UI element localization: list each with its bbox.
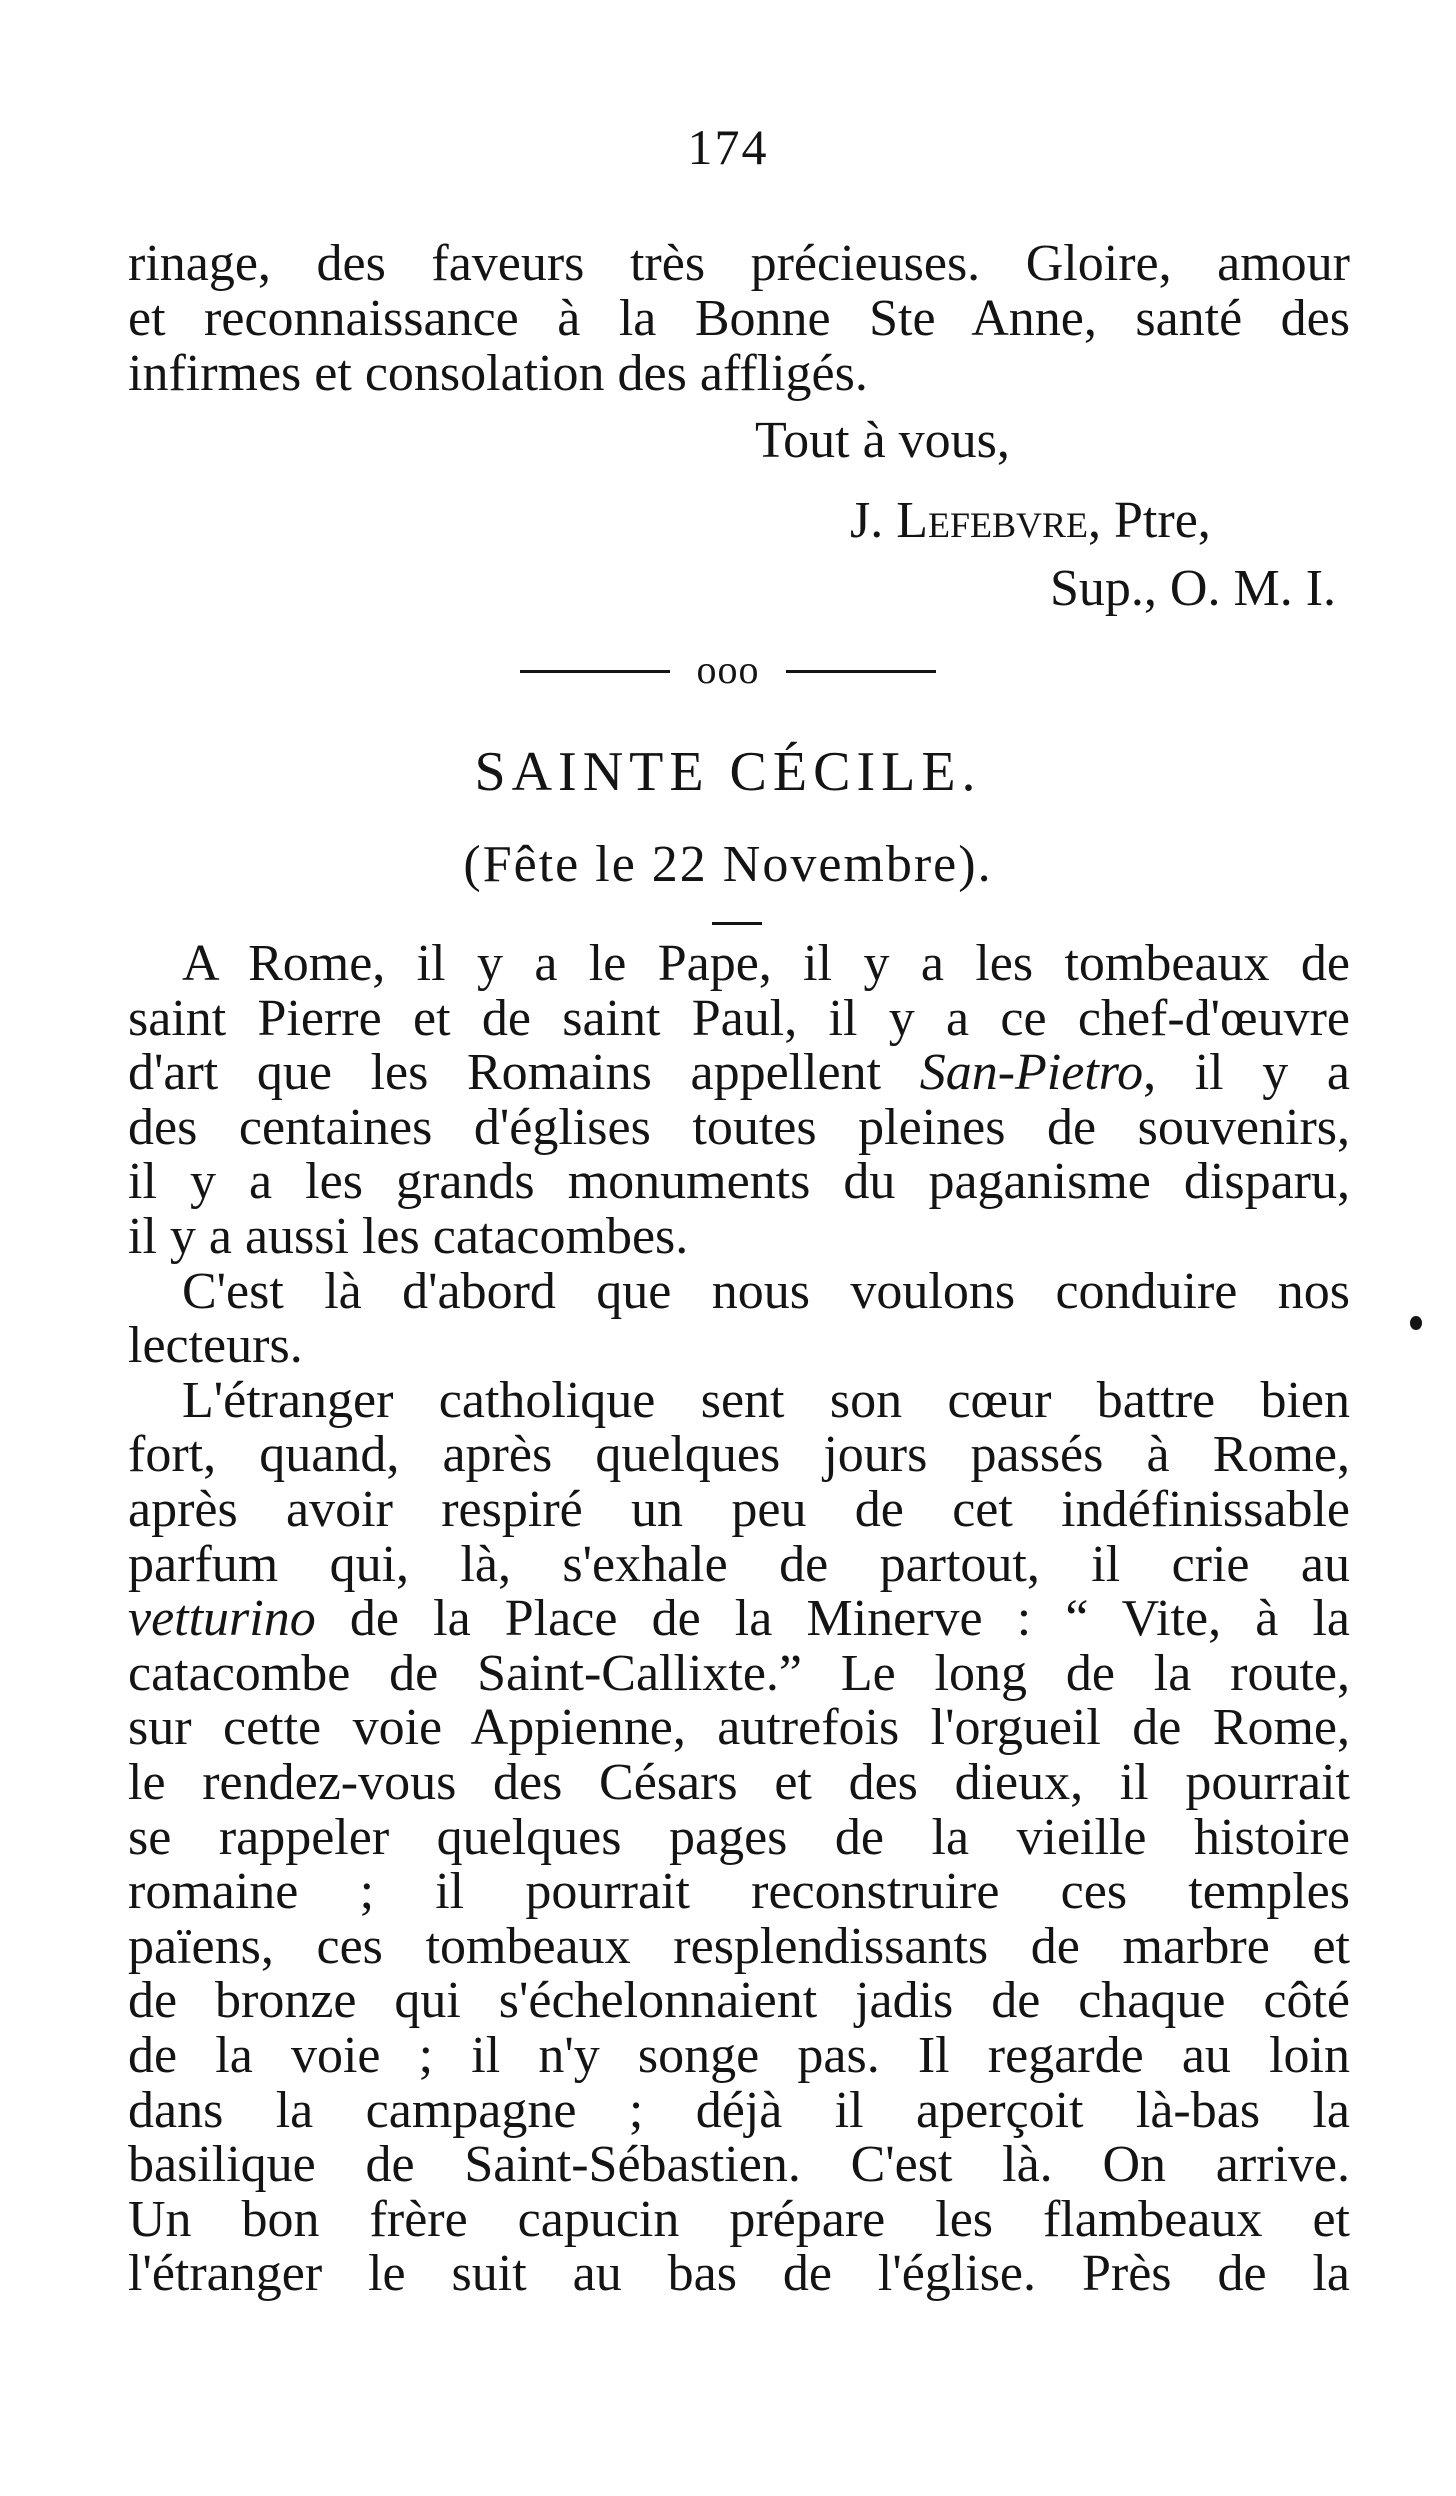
page-number: 174 — [687, 119, 769, 175]
article-line-9: L'étranger catholique sent son cœur battre bien — [182, 1372, 1350, 1429]
article-line-25: l'étranger le suit au bas de l'église. Près de la — [128, 2245, 1350, 2302]
article-line-19: païens, ces tombeaux resplendissants de marbre et — [128, 1918, 1350, 1975]
article-line-5: il y a les grands monuments du paganisme disparu, — [128, 1153, 1350, 1210]
letter-line-1: rinage, des faveurs très précieuses. Gloire, amour — [128, 235, 1350, 292]
article-line-2: saint Pierre et de saint Paul, il y a ce chef-d'œuvre — [128, 990, 1350, 1047]
signature-title: , Ptre, — [1088, 492, 1211, 549]
article-line-15: sur cette voie Appienne, autrefois l'orgueil de Rome, — [128, 1699, 1350, 1756]
article-line-8: lecteurs. — [128, 1317, 303, 1374]
letter-line-3: infirmes et consolation des affligés. — [128, 345, 868, 402]
article-line-23: basilique de Saint-Sébastien. C'est là. On arrive. — [128, 2136, 1350, 2193]
article-line-10: fort, quand, après quelques jours passés à Rome, — [128, 1426, 1350, 1483]
section-separator — [520, 647, 936, 692]
article-subtitle: (Fête le 22 Novembre). — [463, 836, 993, 893]
article-line-3: d'art que les Romains appellent San-Pietro, il y a — [128, 1044, 1350, 1101]
article-line-22: dans la campagne ; déjà il aperçoit là-bas la — [128, 2082, 1350, 2139]
article-line-1: A Rome, il y a le Pape, il y a les tombeaux de — [182, 935, 1350, 992]
article-line-11: après avoir respiré un peu de cet indéfinissable — [128, 1481, 1350, 1538]
article-title: SAINTE CÉCILE. — [474, 741, 982, 803]
article-line-24: Un bon frère capucin prépare les flambeaux et — [128, 2191, 1350, 2248]
separator-rule-right — [786, 670, 936, 673]
letter-closing: Tout à vous, — [755, 412, 1010, 469]
article-line-12: parfum qui, là, s'exhale de partout, il crie au — [128, 1536, 1350, 1593]
margin-dot — [1410, 1316, 1422, 1330]
article-line-14: catacombe de Saint-Callixte.” Le long de la route, — [128, 1645, 1350, 1702]
article-line-4: des centaines d'églises toutes pleines de souvenirs, — [128, 1099, 1350, 1156]
article-line-13: vetturino de la Place de la Minerve : “ Vite, à la — [128, 1590, 1350, 1647]
signature-name: J. Lefebvre — [850, 492, 1089, 549]
article-line-17: se rappeler quelques pages de la vieille histoire — [128, 1809, 1350, 1866]
article-line-20: de bronze qui s'échelonnaient jadis de chaque côté — [128, 1972, 1350, 2029]
signature-rank: Sup., O. M. I. — [1050, 560, 1337, 617]
article-line-16: le rendez-vous des Césars et des dieux, il pourrait — [128, 1754, 1350, 1811]
separator-rule-left — [520, 670, 670, 673]
article-line-21: de la voie ; il n'y songe pas. Il regarde au loin — [128, 2027, 1350, 2084]
separator-mark: ooo — [696, 647, 760, 692]
title-dash — [712, 922, 762, 925]
letter-line-2: et reconnaissance à la Bonne Ste Anne, santé des — [128, 290, 1350, 347]
article-line-18: romaine ; il pourrait reconstruire ces temples — [128, 1863, 1350, 1920]
article-line-6: il y a aussi les catacombes. — [128, 1208, 689, 1265]
letter-signature — [850, 492, 1211, 550]
article-line-7: C'est là d'abord que nous voulons conduire nos — [182, 1263, 1350, 1320]
